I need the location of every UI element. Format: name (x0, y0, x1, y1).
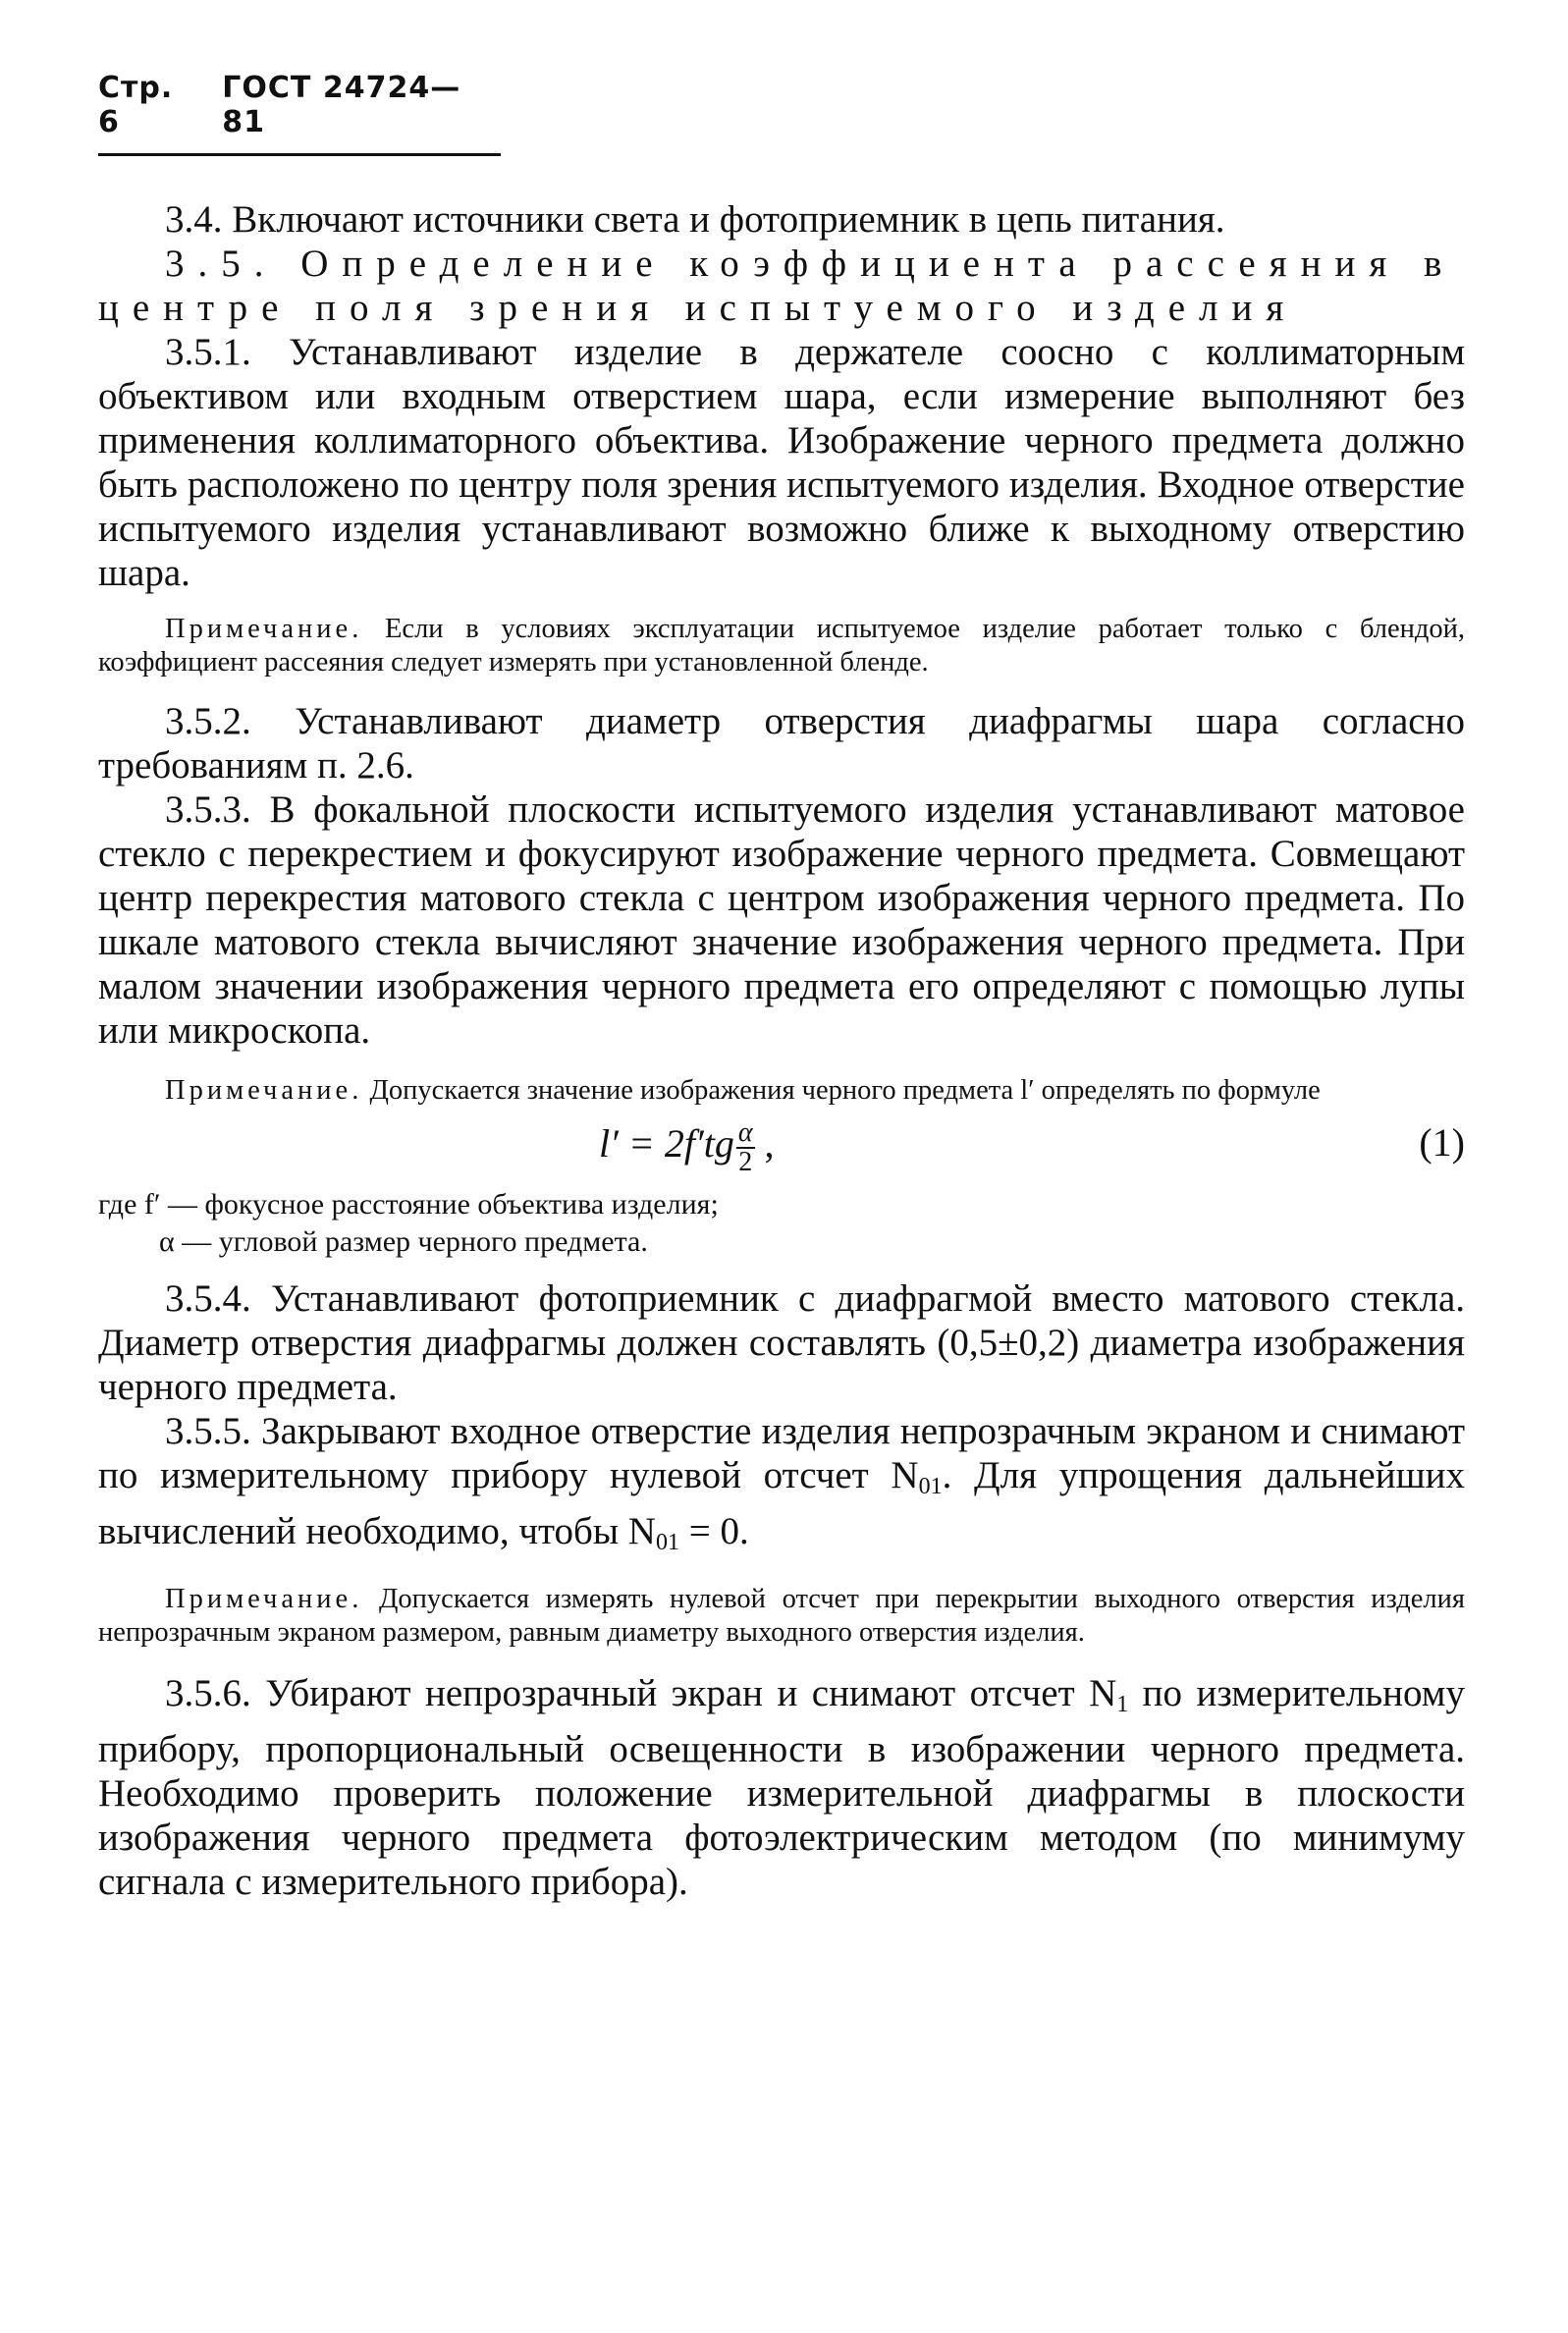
section-3-5-1: 3.5.1. Устанавливают изделие в держателе соосно с коллиматорным объективом или входным отверстием шара, если измерение выполняют без применения коллиматорного объектива. Изображение черного предмета должно быть расположено по центру поля зрения испытуемого изделия. Входное отверстие испытуемого изделия устанавливают возможно ближе к выходному отверстию шара. (98, 331, 1465, 594)
note-label: Примечание. (165, 614, 363, 644)
formula-tail: , (754, 1121, 775, 1166)
s355-sub2: 01 (655, 1530, 679, 1555)
section-3-5-4: 3.5.4. Устанавливают фотоприемник с диафрагмой вместо матового стекла. Диаметр отверстия диафрагмы должен составлять (0,5±0,2) диаметра изображения черного предмета. (98, 1277, 1465, 1408)
section-3-5-3: 3.5.3. В фокальной плоскости испытуемого изделия устанавливают матовое стекло с перекрестием и фокусируют изображение черного предмета. Совмещают центр перекрестия матового стекла с центром изображения черного предмета. По шкале матового стекла вычисляют значение изображения черного предмета. При малом значении изображения черного предмета его определяют с помощью лупы или микроскопа. (98, 788, 1465, 1052)
formula-legend (98, 1186, 1465, 1261)
s355-text2: . Для упрощения дальнейших вычислений необходимо, чтобы N (98, 1454, 1466, 1552)
note-3 (98, 1583, 1465, 1650)
legend-line-2: α — угловой размер черного предмета. (159, 1225, 648, 1258)
section-3-5-5 (98, 1409, 1465, 1565)
s356-sub: 1 (1116, 1692, 1129, 1717)
document-page (98, 71, 1465, 1904)
formula-expression (599, 1119, 775, 1176)
formula-lhs: l′ = 2f′tg (599, 1121, 734, 1166)
legend-line-1: где f′ — фокусное расстояние объектива изделия; (98, 1188, 719, 1221)
page-number: Стр. 6 (98, 71, 174, 139)
fraction-denominator: 2 (738, 1147, 753, 1177)
page-header (98, 71, 501, 156)
formula-fraction (736, 1119, 755, 1176)
section-3-4: 3.4. Включают источники света и фотоприемник в цепь питания. (165, 198, 1225, 241)
note-label: Примечание. (165, 1075, 363, 1106)
note-label: Примечание. (165, 1584, 363, 1614)
section-3-5-6 (98, 1671, 1465, 1904)
note-text: Допускается значение изображения черного предмета l′ определять по формуле (362, 1075, 1321, 1106)
section-3-5-heading: 3.5. Определение коэффициента рассеяния в центре поля зрения испытуемого изделия (98, 243, 1456, 329)
note-text: Допускается измерять нулевой отсчет при перекрытии выходного отверстия изделия непрозрачным экраном размером, равным диаметру выходного отверстия изделия. (98, 1584, 1465, 1648)
s356-text: 3.5.6. Убирают непрозрачный экран и снимают отсчет N (165, 1672, 1117, 1714)
standard-designation: ГОСТ 24724—81 (222, 71, 461, 139)
s355-text3: = 0. (678, 1510, 749, 1552)
s355-text: 3.5.5. Закрывают входное отверстие изделия непрозрачным экраном и снимают по измерительному прибору нулевой отсчет N (98, 1410, 1465, 1496)
note-2 (98, 1074, 1465, 1108)
formula-1 (98, 1108, 1465, 1186)
note-text: Если в условиях эксплуатации испытуемое изделие работает только с блендой, коэффициент рассеяния следует измерять при установленной бленде. (98, 614, 1465, 678)
formula-number: (1) (1419, 1120, 1465, 1165)
s355-sub: 01 (918, 1474, 943, 1499)
section-3-5-2: 3.5.2. Устанавливают диаметр отверстия диафрагмы шара согласно требованиям п. 2.6. (98, 700, 1465, 787)
note-1 (98, 613, 1465, 679)
s356-text2: по измерительному прибору, пропорциональный освещенности в изображении черного предмета. Необходимо проверить положение измерительной диафрагмы в плоскости изображения черного предмета фотоэлектрическим методом (по минимуму сигнала с измерительного прибора). (98, 1672, 1465, 1903)
fraction-numerator: α (737, 1117, 753, 1148)
